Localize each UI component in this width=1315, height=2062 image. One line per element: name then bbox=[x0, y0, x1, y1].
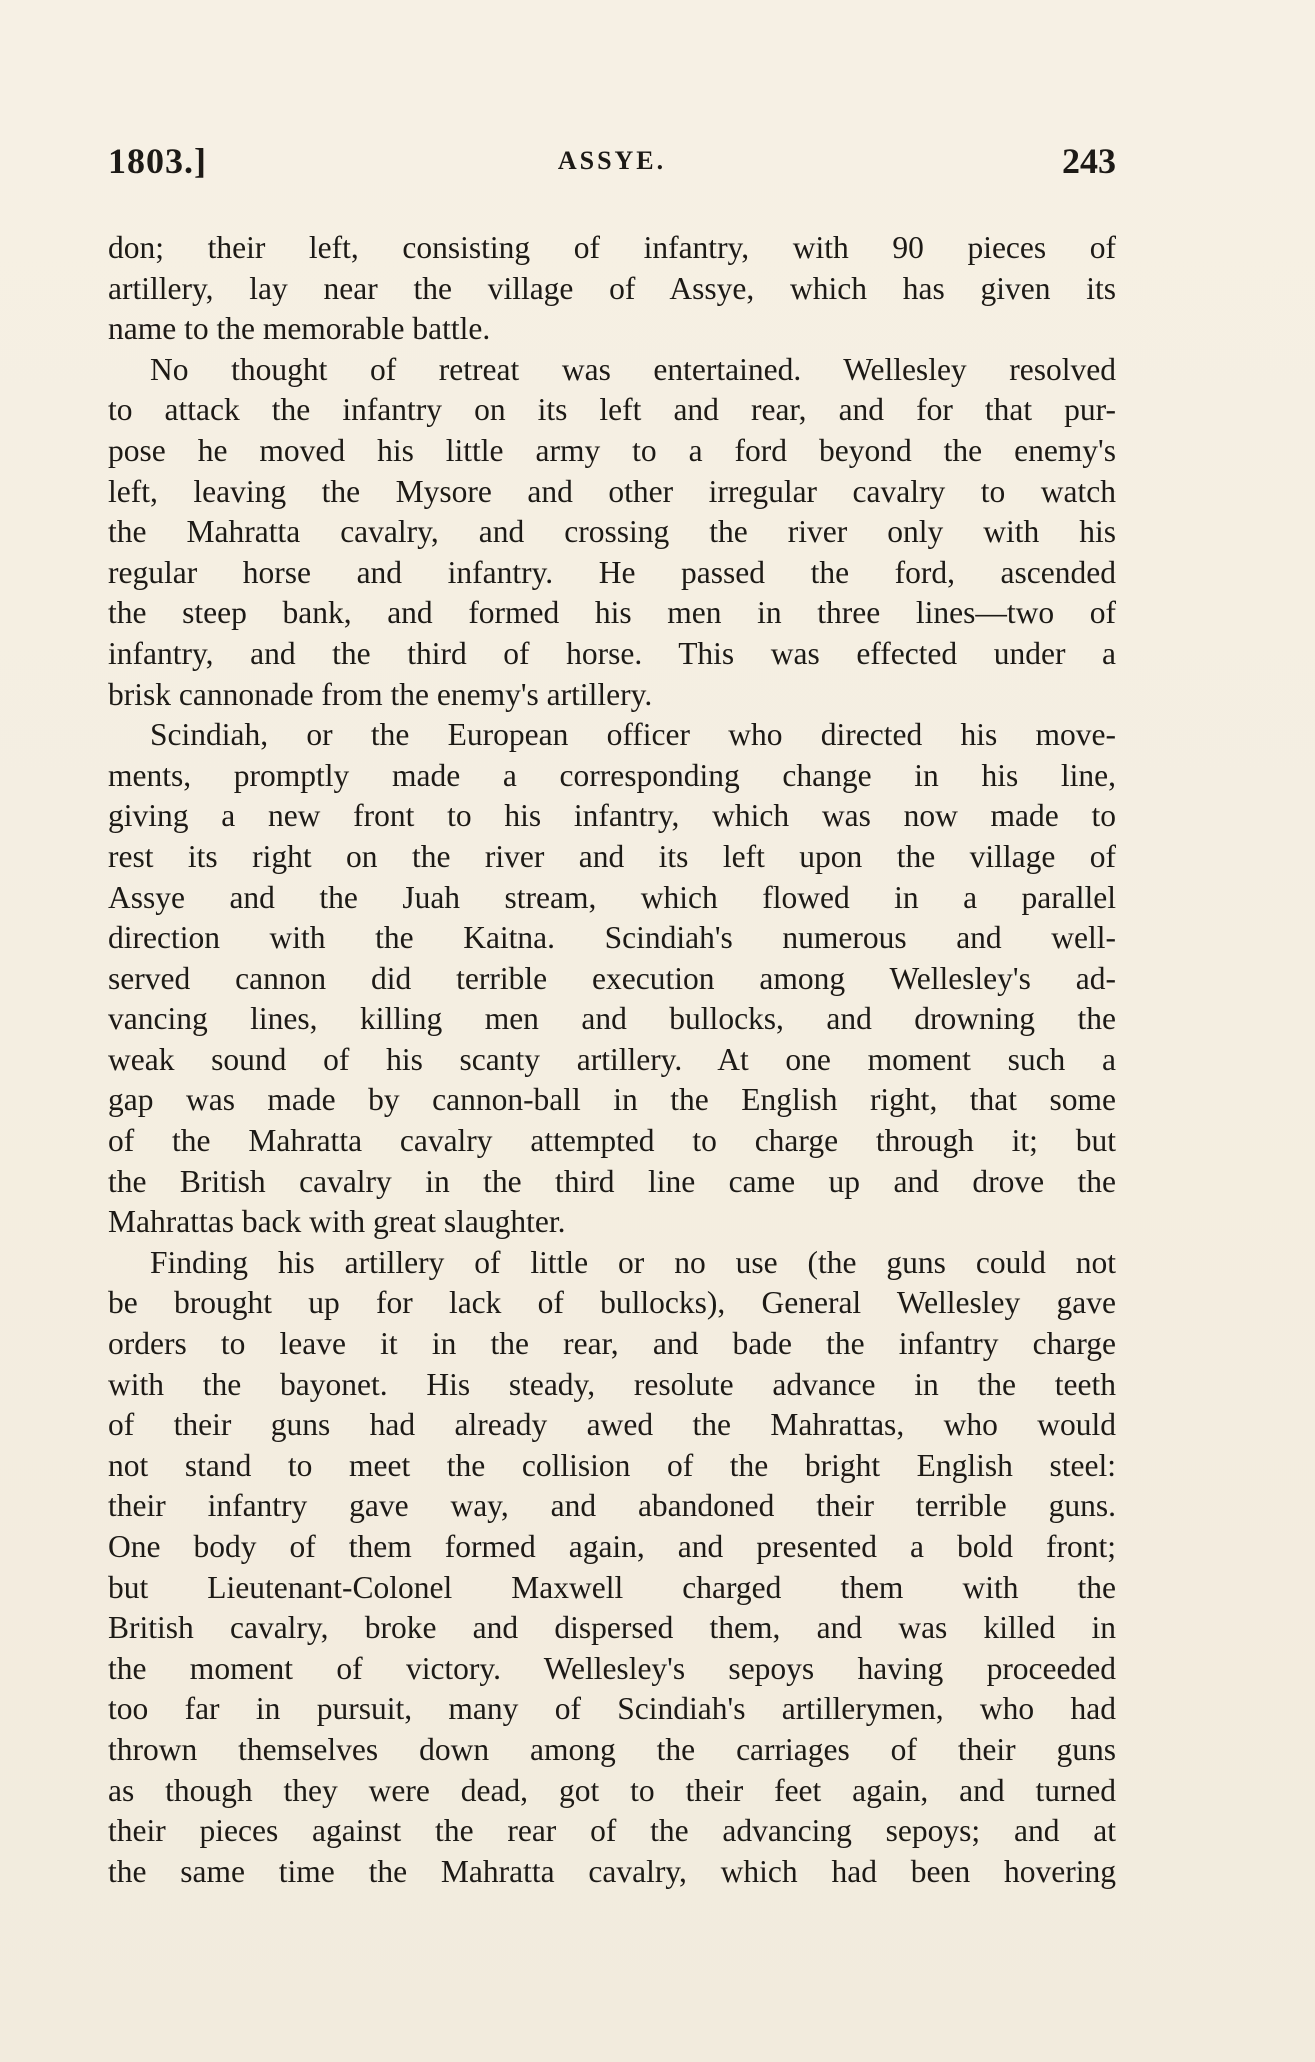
text-line: their pieces against the rear of the advancing sepoys; and at bbox=[108, 1813, 1116, 1849]
text-line: thrown themselves down among the carriages of their guns bbox=[108, 1731, 1116, 1767]
text-line: Assye and the Juah stream, which flowed in a parallel bbox=[108, 879, 1116, 915]
text-line: to attack the infantry on its left and rear, and for that pur- bbox=[108, 392, 1116, 428]
text-line: weak sound of his scanty artillery. At one moment such a bbox=[108, 1041, 1116, 1077]
text-line: as though they were dead, got to their feet again, and turned bbox=[108, 1772, 1116, 1808]
text-line: direction with the Kaitna. Scindiah's numerous and well- bbox=[108, 920, 1116, 956]
text-line: vancing lines, killing men and bullocks, and drowning the bbox=[108, 1001, 1116, 1037]
text-line: the same time the Mahratta cavalry, which had been hovering bbox=[108, 1853, 1116, 1889]
running-header bbox=[108, 140, 1116, 184]
text-line: name to the memorable battle. bbox=[108, 311, 491, 347]
text-line: Scindiah, or the European officer who directed his move- bbox=[150, 717, 1116, 753]
text-line: the steep bank, and formed his men in three lines—two of bbox=[108, 595, 1116, 631]
text-line: No thought of retreat was entertained. Wellesley resolved bbox=[150, 351, 1116, 387]
text-line: artillery, lay near the village of Assye, which has given its bbox=[108, 270, 1116, 306]
text-line: gap was made by cannon-ball in the English right, that some bbox=[108, 1082, 1116, 1118]
text-line: regular horse and infantry. He passed the ford, ascended bbox=[108, 554, 1116, 590]
text-line: One body of them formed again, and presented a bold front; bbox=[108, 1529, 1116, 1564]
body-text bbox=[108, 228, 1116, 1892]
text-line: don; their left, consisting of infantry, with 90 pieces of bbox=[108, 230, 1116, 265]
text-line: of their guns had already awed the Mahrattas, who would bbox=[108, 1407, 1116, 1443]
text-line: their infantry gave way, and abandoned their terrible guns. bbox=[108, 1488, 1116, 1524]
page-number: 243 bbox=[1062, 141, 1116, 181]
text-line: left, leaving the Mysore and other irregular cavalry to watch bbox=[108, 473, 1116, 509]
text-line: orders to leave it in the rear, and bade the infantry charge bbox=[108, 1326, 1116, 1362]
text-line: with the bayonet. His steady, resolute advance in the teeth bbox=[108, 1366, 1116, 1402]
text-line: not stand to meet the collision of the bright English steel: bbox=[108, 1447, 1116, 1483]
text-line: British cavalry, broke and dispersed them, and was killed in bbox=[108, 1610, 1116, 1646]
text-line: pose he moved his little army to a ford beyond the enemy's bbox=[108, 432, 1116, 468]
header-year: 1803.] bbox=[108, 141, 207, 181]
text-line: of the Mahratta cavalry attempted to charge through it; but bbox=[108, 1123, 1116, 1159]
text-line: be brought up for lack of bullocks), General Wellesley gave bbox=[108, 1285, 1116, 1321]
text-line: Finding his artillery of little or no use (the guns could not bbox=[150, 1244, 1116, 1280]
text-line: infantry, and the third of horse. This was effected under a bbox=[108, 635, 1116, 671]
text-line: the British cavalry in the third line came up and drove the bbox=[108, 1163, 1116, 1199]
text-line: Mahrattas back with great slaughter. bbox=[108, 1204, 566, 1240]
text-line: the moment of victory. Wellesley's sepoys having proceeded bbox=[108, 1650, 1116, 1686]
text-line: brisk cannonade from the enemy's artillery. bbox=[108, 676, 653, 712]
text-line: giving a new front to his infantry, which was now made to bbox=[108, 798, 1116, 834]
text-line: but Lieutenant-Colonel Maxwell charged them with the bbox=[108, 1569, 1116, 1605]
text-line: served cannon did terrible execution among Wellesley's ad- bbox=[108, 960, 1116, 996]
header-title: ASSYE. bbox=[557, 146, 667, 175]
text-line: too far in pursuit, many of Scindiah's artillerymen, who had bbox=[108, 1691, 1116, 1727]
text-line: rest its right on the river and its left upon the village of bbox=[108, 838, 1116, 874]
text-line: ments, promptly made a corresponding change in his line, bbox=[108, 757, 1116, 793]
text-line: the Mahratta cavalry, and crossing the river only with his bbox=[108, 514, 1116, 550]
